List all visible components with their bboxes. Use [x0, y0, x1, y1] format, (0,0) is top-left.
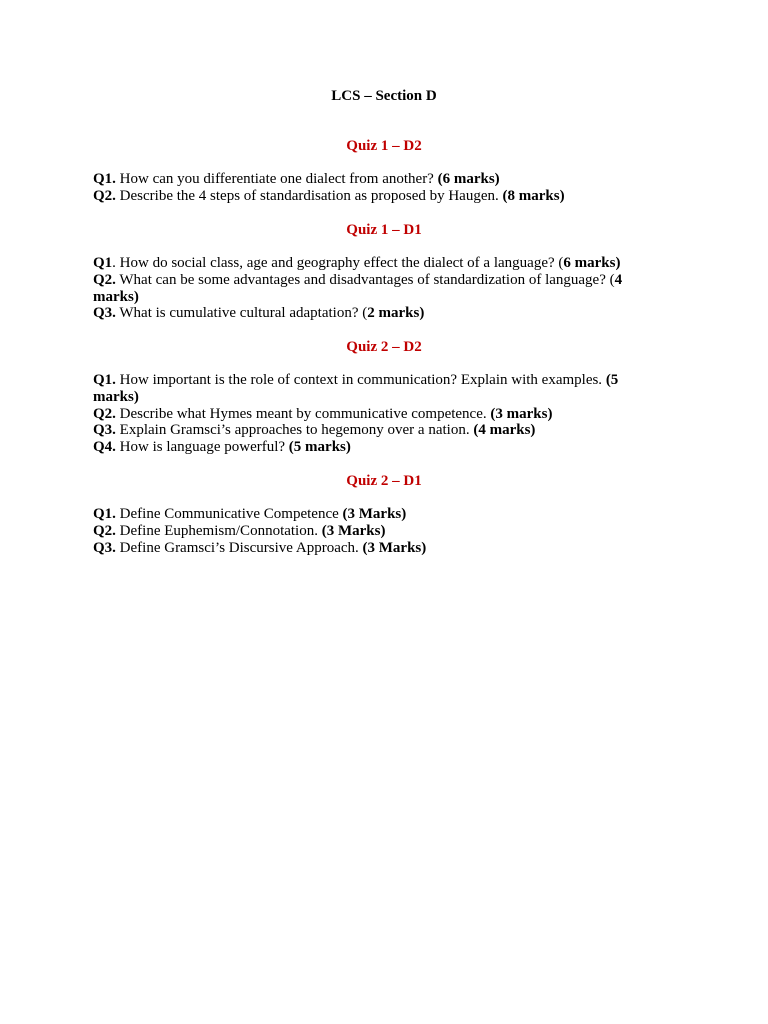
- section-heading: Quiz 1 – D2: [346, 138, 422, 154]
- question-item: [93, 422, 653, 439]
- question-marks: (3 Marks): [321, 522, 386, 539]
- question-number: Q2.: [93, 522, 116, 539]
- question-number: Q2.: [93, 187, 116, 204]
- question-item: [93, 439, 653, 456]
- section-heading: Quiz 2 – D1: [346, 473, 422, 489]
- quiz-section: [93, 138, 653, 205]
- question-number: Q2.: [93, 405, 116, 422]
- section-heading: Quiz 1 – D1: [346, 222, 422, 238]
- question-item: [93, 272, 653, 306]
- question-item: [93, 372, 653, 406]
- question-number: Q1.: [93, 506, 116, 522]
- question-text: How important is the role of context in communication? Explain with examples.: [115, 372, 606, 388]
- question-text: Define Euphemism/Connotation.: [115, 522, 322, 539]
- question-text: Describe the 4 steps of standardisation as proposed by Haugen.: [115, 187, 503, 204]
- question-marks: (4 marks): [473, 422, 536, 439]
- question-text: What is cumulative cultural adaptation? (: [115, 305, 368, 322]
- question-item: [93, 305, 653, 322]
- question-text: Explain Gramsci’s approaches to hegemony over a nation.: [115, 422, 474, 439]
- quiz-section: [93, 339, 653, 456]
- section-heading: Quiz 2 – D2: [346, 339, 422, 355]
- question-number: Q1.: [93, 171, 116, 187]
- question-item: [93, 523, 653, 540]
- question-item: [93, 171, 653, 188]
- question-number: Q1: [93, 255, 113, 271]
- question-text: Describe what Hymes meant by communicative competence.: [115, 405, 491, 422]
- question-marks: (6 marks): [437, 171, 500, 187]
- question-text: Define Communicative Competence: [115, 506, 343, 522]
- question-marks: 6 marks): [563, 255, 621, 271]
- question-text: Define Gramsci’s Discursive Approach.: [115, 539, 363, 556]
- question-text: What can be some advantages and disadvantages of standardization of language? (: [115, 271, 615, 288]
- document-title: LCS – Section D: [331, 88, 437, 104]
- question-item: [93, 506, 653, 523]
- question-marks: 2 marks): [367, 305, 425, 322]
- question-text: How is language powerful?: [115, 439, 289, 456]
- question-item: [93, 255, 653, 272]
- question-marks: 4 marks): [93, 271, 623, 305]
- question-marks: (5 marks): [288, 439, 351, 456]
- question-item: [93, 188, 653, 205]
- question-marks: (5 marks): [93, 372, 619, 405]
- question-text: How can you differentiate one dialect from another?: [115, 171, 438, 187]
- question-number: Q2.: [93, 271, 116, 288]
- question-marks: (3 Marks): [342, 506, 407, 522]
- question-item: [93, 540, 653, 557]
- question-number: Q4.: [93, 439, 116, 456]
- question-marks: (8 marks): [502, 187, 565, 204]
- question-number: Q3.: [93, 305, 116, 322]
- question-number: Q3.: [93, 422, 116, 439]
- question-marks: (3 marks): [490, 405, 553, 422]
- question-number: Q1.: [93, 372, 116, 388]
- quiz-section: [93, 473, 653, 556]
- question-item: [93, 406, 653, 423]
- question-marks: (3 Marks): [362, 539, 427, 556]
- question-number: Q3.: [93, 539, 116, 556]
- quiz-section: [93, 222, 653, 322]
- question-text: . How do social class, age and geography effect the dialect of a language? (: [112, 255, 564, 271]
